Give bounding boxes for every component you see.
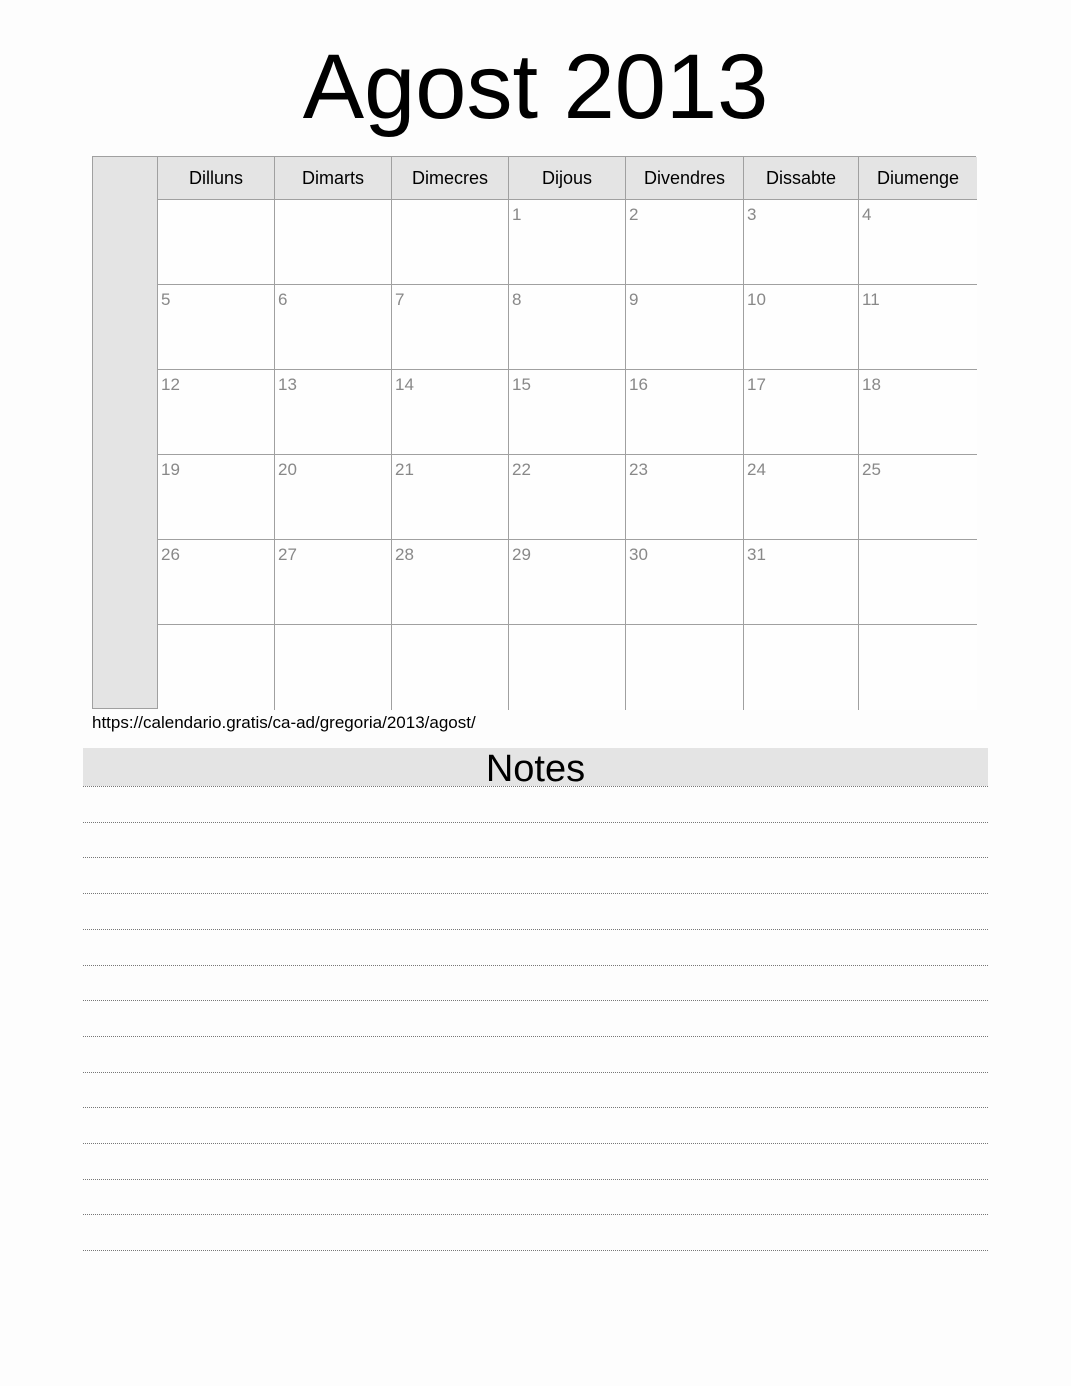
day-number: 11	[862, 290, 880, 309]
weekday-header: Dijous	[509, 157, 626, 200]
day-cell[interactable]	[509, 625, 626, 710]
note-line[interactable]	[83, 822, 988, 823]
day-cell[interactable]	[392, 200, 509, 285]
day-cell[interactable]	[158, 540, 275, 625]
note-line[interactable]	[83, 1250, 988, 1251]
day-cell[interactable]	[275, 540, 392, 625]
day-cell[interactable]	[392, 455, 509, 540]
day-cell[interactable]	[275, 370, 392, 455]
notes-title: Notes	[83, 748, 988, 786]
day-cell[interactable]	[859, 625, 977, 710]
day-number: 22	[512, 460, 531, 479]
day-cell[interactable]	[392, 285, 509, 370]
day-cell[interactable]	[626, 285, 744, 370]
day-number: 8	[512, 290, 522, 309]
day-number: 25	[862, 460, 881, 479]
day-cell[interactable]	[859, 455, 977, 540]
note-line[interactable]	[83, 893, 988, 894]
day-cell[interactable]	[626, 540, 744, 625]
day-cell[interactable]	[509, 455, 626, 540]
day-cell[interactable]	[509, 540, 626, 625]
note-line[interactable]	[83, 1179, 988, 1180]
day-number: 7	[395, 290, 405, 309]
weekday-header: Dimecres	[392, 157, 509, 200]
day-number: 18	[862, 375, 881, 394]
day-cell[interactable]	[744, 370, 859, 455]
day-number: 21	[395, 460, 414, 479]
note-line[interactable]	[83, 1214, 988, 1215]
day-cell[interactable]	[744, 285, 859, 370]
day-number: 31	[747, 545, 766, 564]
day-cell[interactable]	[392, 370, 509, 455]
calendar-grid	[92, 156, 976, 709]
day-cell[interactable]	[626, 455, 744, 540]
day-number: 5	[161, 290, 171, 309]
source-url[interactable]: https://calendario.gratis/ca-ad/gregoria/2013/agost/	[92, 713, 476, 732]
week-number-column	[93, 157, 158, 708]
day-number: 3	[747, 205, 757, 224]
day-number: 2	[629, 205, 639, 224]
weekday-header: Diumenge	[859, 157, 977, 200]
weekday-header: Dimarts	[275, 157, 392, 200]
day-cell[interactable]	[158, 285, 275, 370]
day-cell[interactable]	[626, 200, 744, 285]
day-cell[interactable]	[509, 285, 626, 370]
day-number: 26	[161, 545, 180, 564]
page-title: Agost 2013	[302, 36, 769, 138]
note-line[interactable]	[83, 857, 988, 858]
note-line[interactable]	[83, 929, 988, 930]
day-number: 16	[629, 375, 648, 394]
day-number: 10	[747, 290, 766, 309]
day-number: 30	[629, 545, 648, 564]
day-cell[interactable]	[275, 200, 392, 285]
weekday-header: Dilluns	[158, 157, 275, 200]
note-line[interactable]	[83, 1000, 988, 1001]
weekday-header: Divendres	[626, 157, 744, 200]
day-number: 20	[278, 460, 297, 479]
note-line[interactable]	[83, 786, 988, 787]
day-cell[interactable]	[275, 455, 392, 540]
day-cell[interactable]	[626, 370, 744, 455]
day-number: 14	[395, 375, 414, 394]
day-cell[interactable]	[275, 625, 392, 710]
note-line[interactable]	[83, 965, 988, 966]
day-cell[interactable]	[626, 625, 744, 710]
day-cell[interactable]	[158, 625, 275, 710]
day-cell[interactable]	[392, 625, 509, 710]
day-number: 12	[161, 375, 180, 394]
note-line[interactable]	[83, 1107, 988, 1108]
note-line[interactable]	[83, 1143, 988, 1144]
day-cell[interactable]	[158, 200, 275, 285]
day-number: 29	[512, 545, 531, 564]
day-number: 6	[278, 290, 288, 309]
day-number: 1	[512, 205, 522, 224]
day-number: 28	[395, 545, 414, 564]
day-number: 15	[512, 375, 531, 394]
day-cell[interactable]	[509, 370, 626, 455]
day-number: 4	[862, 205, 872, 224]
day-cell[interactable]	[744, 625, 859, 710]
day-cell[interactable]	[158, 455, 275, 540]
day-number: 23	[629, 460, 648, 479]
day-cell[interactable]	[158, 370, 275, 455]
day-number: 9	[629, 290, 639, 309]
day-number: 27	[278, 545, 297, 564]
weekday-header: Dissabte	[744, 157, 859, 200]
day-number: 24	[747, 460, 766, 479]
day-cell[interactable]	[509, 200, 626, 285]
day-cell[interactable]	[392, 540, 509, 625]
day-number: 19	[161, 460, 180, 479]
note-line[interactable]	[83, 1072, 988, 1073]
day-cell[interactable]	[859, 200, 977, 285]
day-cell[interactable]	[744, 455, 859, 540]
day-number: 13	[278, 375, 297, 394]
day-cell[interactable]	[275, 285, 392, 370]
day-cell[interactable]	[859, 540, 977, 625]
day-cell[interactable]	[744, 200, 859, 285]
note-line[interactable]	[83, 1036, 988, 1037]
day-number: 17	[747, 375, 766, 394]
day-cell[interactable]	[859, 370, 977, 455]
day-cell[interactable]	[744, 540, 859, 625]
day-cell[interactable]	[859, 285, 977, 370]
